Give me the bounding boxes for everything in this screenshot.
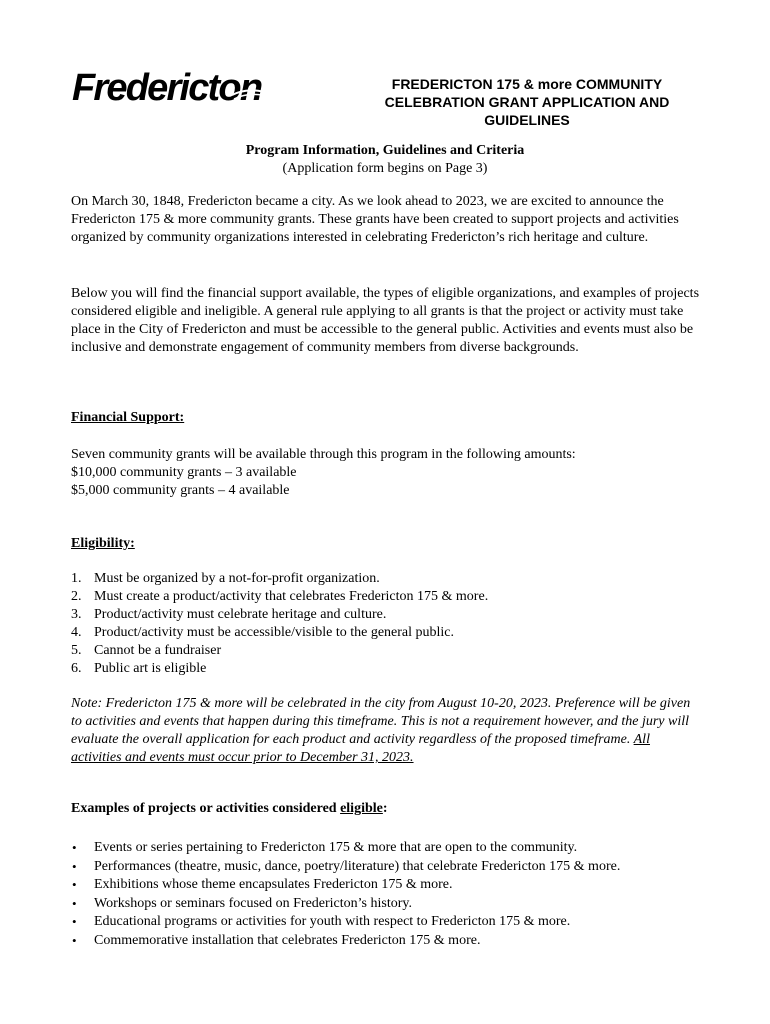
list-item bbox=[71, 606, 488, 624]
list-item-text: Cannot be a fundraiser bbox=[94, 643, 222, 658]
note-deadline: All activities and events must occur prior to December 31, 2023. bbox=[71, 732, 650, 765]
bullet-icon: • bbox=[72, 895, 77, 911]
list-item-text: Educational programs or activities for youth with respect to Fredericton 175 & more. bbox=[94, 914, 571, 929]
bullet-icon: • bbox=[72, 932, 77, 948]
list-number: 6. bbox=[71, 661, 82, 676]
financial-line: Seven community grants will be available through this program in the following amounts: bbox=[71, 447, 576, 462]
financial-support-text bbox=[71, 446, 576, 500]
logo-wordmark: Fredericton bbox=[72, 67, 262, 109]
list-number: 5. bbox=[71, 643, 82, 658]
list-number: 3. bbox=[71, 607, 82, 622]
list-number: 1. bbox=[71, 571, 82, 586]
note-text: Note: Fredericton 175 & more will be celebrated in the city from August 10-20, 2023. Preference will be given to activities and events that happen during this timeframe. This is not a requirement however, and the jury will evaluate the overall application for each product and activity regardless of the proposed timeframe. bbox=[71, 696, 691, 747]
bullet-icon: • bbox=[72, 877, 77, 892]
bullet-icon: • bbox=[72, 914, 77, 929]
subtitle-note: (Application form begins on Page 3) bbox=[282, 161, 488, 176]
list-item bbox=[71, 895, 620, 914]
fredericton-logo bbox=[72, 68, 286, 108]
list-number: 2. bbox=[71, 589, 82, 604]
list-item bbox=[71, 932, 620, 951]
financial-line: $10,000 community grants – 3 available bbox=[71, 465, 297, 480]
list-item-text: Workshops or seminars focused on Fredericton’s history. bbox=[94, 895, 412, 911]
eligible-examples-list bbox=[71, 839, 620, 950]
list-number: 4. bbox=[71, 625, 82, 640]
list-item-text: Product/activity must be accessible/visible to the general public. bbox=[94, 625, 455, 640]
list-item-text: Must be organized by a not-for-profit organization. bbox=[94, 571, 380, 586]
list-item bbox=[71, 660, 488, 678]
list-item bbox=[71, 858, 620, 877]
list-item bbox=[71, 913, 620, 932]
logo-wave-icon bbox=[230, 88, 292, 102]
intro-paragraph: Below you will find the financial support available, the types of eligible organizations, and examples of projects considered eligible and ineligible. A general rule applying to all grants is that the project or activity must take place in the City of Fredericton and must be accessible to the general public. Activities and events must also be inclusive and demonstrate engagement of community members from diverse backgrounds. bbox=[71, 286, 700, 355]
eligibility-heading: Eligibility: bbox=[71, 536, 135, 551]
list-item-text: Events or series pertaining to Fredericton 175 & more that are open to the community. bbox=[94, 840, 578, 855]
list-item-text: Exhibitions whose theme encapsulates Fredericton 175 & more. bbox=[94, 877, 453, 892]
timeframe-note bbox=[71, 695, 701, 767]
list-item-text: Product/activity must celebrate heritage and culture. bbox=[94, 607, 387, 622]
list-item-text: Performances (theatre, music, dance, poetry/literature) that celebrate Fredericton 175 & more. bbox=[94, 858, 621, 874]
section-subtitle: Program Information, Guidelines and Criteria bbox=[245, 143, 525, 158]
list-item bbox=[71, 570, 488, 588]
list-item-text: Public art is eligible bbox=[94, 661, 207, 676]
document-title: FREDERICTON 175 & more COMMUNITY CELEBRATION GRANT APPLICATION AND GUIDELINES bbox=[384, 76, 670, 128]
eligible-examples-heading bbox=[71, 801, 388, 817]
list-item-text: Must create a product/activity that celebrates Fredericton 175 & more. bbox=[94, 589, 489, 604]
list-item bbox=[71, 839, 620, 858]
list-item bbox=[71, 588, 488, 606]
bullet-icon: • bbox=[72, 840, 77, 855]
list-item bbox=[71, 624, 488, 642]
list-item bbox=[71, 642, 488, 660]
heading-prefix: Examples of projects or activities considered bbox=[71, 801, 341, 816]
heading-suffix: : bbox=[382, 801, 388, 816]
financial-line: $5,000 community grants – 4 available bbox=[71, 483, 290, 498]
financial-support-heading: Financial Support: bbox=[71, 410, 185, 425]
intro-paragraph: On March 30, 1848, Fredericton became a city. As we look ahead to 2023, we are excited to announce the Fredericton 175 & more community grants. These grants have been created to support projects and activities organized by community organizations interested in celebrating Fredericton’s rich heritage and culture. bbox=[71, 194, 679, 245]
list-item-text: Commemorative installation that celebrates Fredericton 175 & more. bbox=[94, 932, 481, 948]
list-item bbox=[71, 876, 620, 895]
heading-eligible-word: eligible bbox=[340, 801, 383, 816]
bullet-icon: • bbox=[72, 858, 77, 874]
eligibility-list bbox=[71, 570, 488, 678]
